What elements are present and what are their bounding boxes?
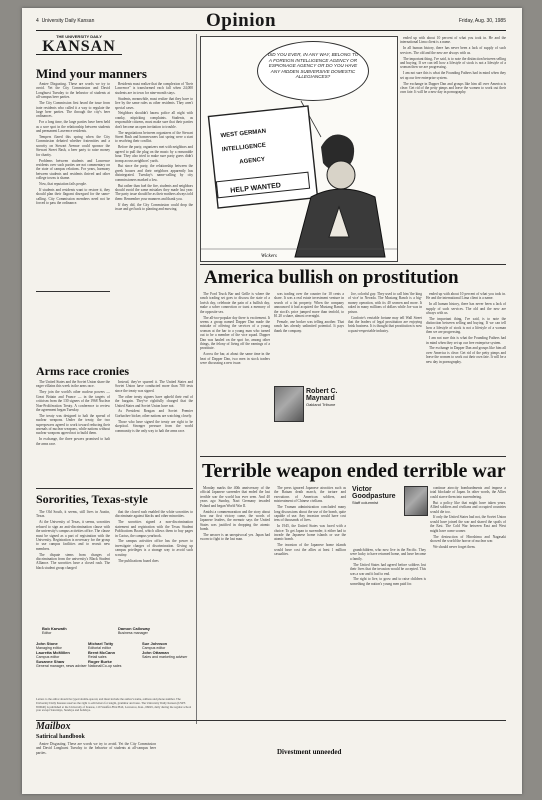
letter-2-headline: Divestment unneeded [277, 748, 342, 756]
editorial-cartoon [200, 36, 398, 262]
paragraph: I am not sure this is what the Founding Fathers had in mind when they set up our free enterprise system. [400, 71, 506, 80]
staff-editor-title: Editor [42, 631, 52, 635]
staff-title: National/Co-op sales [88, 664, 122, 668]
sign-line-3: AGENCY [239, 156, 266, 166]
paragraph: The answer is an unequivocal yes. Japan had sworn to fight to the last man. [200, 533, 270, 542]
staff-name: Susanne Shaw [36, 659, 65, 664]
sign-line-1: WEST GERMAN [220, 128, 267, 140]
paragraph: In exchange, the three powers promised to halt the arms race. [36, 437, 110, 446]
column-1-text-b [274, 292, 344, 382]
speech-bubble: DID YOU EVER, IN ANY WAY, BELONG TO A FOREIGN INTELLIGENCE AGENCY OR ESPIONAGE AGENCY OR DO YOU HAVE ANY HIDDEN SUBVERSIVE DOMESTIC ALLEGIANCES? [257, 41, 369, 101]
editorial-2-column-b [115, 380, 193, 484]
column-1-text-a [200, 292, 270, 452]
paper-name: University Daily Kansan [41, 18, 95, 24]
paragraph: Now, that reputation fails people. [39, 182, 87, 187]
paragraph: Neighbors shouldn't harass police all night with cranky, nitpicking complaints. Students, as responsible citizens, must make sure that their parties don't become an open invitation to trouble. [115, 111, 193, 129]
paragraph: Those who have signed the treaty are right to be skeptical. Stronger pressure from the world community is the only way to halt the arms race. [115, 419, 193, 433]
divider [200, 264, 506, 265]
sign-help-wanted: HELP WANTED [230, 182, 282, 195]
staff-name: Lauretta McMillen [36, 650, 70, 655]
kansan-logo [36, 34, 122, 55]
logo-small-text: THE UNIVERSITY DAILY [56, 34, 102, 39]
paragraph: At the University of Texas, it seems, sororities refused to sign an anti-discrimination clause with the university's campus activities office. The clause must be signed as a part of registration with the University. Registration is necessary for the group to use campus facilities and to recruit new members. [36, 520, 110, 551]
fine-print: Letters to the editor should be typed double-spaced, and must include the author's name, address and phone number. The University Daily Kansan reserves the right to edit letters for length, grammar and taste. The University Daily Kansan (USPS 650640) is published at the University of Kansas, 119 Stauffer-Flint Hall, Lawrence, Kan., 66045, daily during the regular school year except Saturdays, Sundays and holidays. [36, 697, 192, 713]
column-2-text-a [200, 486, 270, 722]
staff-name: Michael Totty [88, 641, 114, 646]
paragraph: The invasion of the Japanese home islands would have cost the allies at least 1 million casualties. [274, 543, 346, 557]
paragraph: The United States had agreed before soldiers lost their lives that the invasion would be accepted. This was a war and it had to end. [350, 562, 426, 576]
paragraph: The other treaty signers have upheld their end of the bargain. They've rightfully charged that the United States and Soviet Union have not. [115, 394, 193, 408]
staff-title: Campus editor [142, 646, 166, 650]
paragraph: But a policy like that might have taken years. Allied soldiers and civilians and occupied countries would die too. [430, 500, 506, 514]
letter-1-body [36, 742, 156, 790]
column-2-text-d [430, 486, 506, 722]
paragraph: The negotiations between organizers of the Stewart Street Bash and homeowners last spring were a start to resolving their conflict. [115, 130, 193, 144]
paragraph: Female, one broker was telling another. That ranch has already unlimited potential. It pays thank the company. [274, 319, 344, 333]
paragraph: Residents must realize that the complexion of "their Lawrence" is transformed each fall when 24,000 students are in town for nine-month stays. [115, 82, 193, 95]
issue-date: Friday, Aug. 30, 1985 [458, 18, 506, 24]
mailbox-title: Mailbox [36, 720, 186, 732]
editorial-1-headline: Mind your manners [36, 66, 147, 81]
divider [36, 720, 506, 721]
paragraph: Students, meanwhile, must realize that they have to live by the same rules as other residents. They aren't special cases. [115, 96, 193, 110]
paragraph: In all human history, there has never been a lack of supply of such services. The old and the new are always with us. [426, 302, 506, 316]
staff-editor-name: Bob Karwath [42, 626, 67, 631]
staff-name: John Ottaman [142, 650, 169, 655]
staff-title: General manager, news adviser [36, 664, 87, 668]
staff-business-title: Business manager [118, 631, 148, 635]
paragraph: The exchange in Dapper Dan and groups like him all over America is clear: Get rid of the petty pimps and leave the women to work out their own fate. It will be a new day in pornography. [400, 81, 506, 95]
cartoon-side-column [400, 36, 506, 260]
author-photo-maynard [274, 386, 304, 422]
staff-title: Retail sales [88, 655, 107, 659]
column-1-text-d [426, 292, 506, 452]
paragraph: Before the party, organizers met with neighbors and agreed to pull the plug on the music by a reasonable hour. They also tried to make sure party goers didn't tromp across neighbors' yards. [115, 145, 193, 163]
paragraph: The City Commission first heard the issue from irate residents who called it a way to regulate the large beer parties. The through the city's beer ordinances. [36, 101, 110, 119]
staff-title: Campus editor [36, 655, 60, 659]
paragraph: If students and residents want to restore it, they should plan their flagrant disregard for the same-calling. City Commission members need not be forced to pass the ordinance. [36, 187, 110, 206]
paragraph: Conforte's enviable fortune may tell Wall Street that the leaders of legal prostitution are enjoying brisk business. It is thought that prostitution is now a quasi-respectable industry. [348, 315, 422, 333]
divider [36, 291, 110, 292]
logo-big-text: KANSAN [36, 39, 122, 55]
column-divider [196, 34, 197, 724]
staff-box [36, 626, 192, 696]
page-number: 4 [36, 18, 39, 24]
staff-editor [42, 626, 67, 635]
paragraph: In 1945, the United States was faced with a choice: To get Japan to surrender, it either had to invade the Japanese home islands or use the atomic bomb. [274, 524, 346, 542]
paragraph: that the closed rush enabled the white sororities to discriminate against blacks and other minorities. [115, 510, 193, 519]
section-title: Opinion [206, 10, 277, 31]
editorial-2-column-a [36, 380, 110, 484]
paragraph: Amiee Disgusting. These are words we try to avoid. Yet the City Commission and David Longhurst Tuesday to the behavior of students at all-campus beer parties. [36, 82, 110, 100]
paragraph: As President Reagan and Soviet Premier Gorbachev bicker, other nations are watching closely. [115, 409, 193, 418]
paragraph: The United States and the Soviet Union share the eager villains this week in the arms race. [36, 380, 110, 389]
paragraph: The campus activities office has the power to investigate charges of discrimination. Giving up campus privileges is a strange way to avoid such scrutiny. [115, 539, 193, 557]
paragraph: We should never forget them. [433, 544, 476, 549]
staff-name: Sue Johnson [142, 641, 168, 646]
page-number-line [36, 18, 94, 24]
paragraph: Across the bar, at about the same time in the heat of Dapper Dan, two men in stock traders were discussing a new issue. [200, 352, 270, 366]
paragraph: The Truman administration concluded many long discussions about the use of the bomb, quite capable of use. Any invasion would have cost tens of thousands of lives. [274, 505, 346, 523]
letter-1-headline: Satirical handbook [36, 734, 85, 740]
editorial-1-column-a [36, 82, 110, 282]
editorial-3-column-a [36, 510, 110, 620]
divider [36, 488, 193, 489]
sign-line-2: INTELLIGENCE [221, 142, 267, 154]
column-2-text-b [274, 486, 346, 722]
paragraph: If they did, the City Commission could drop the issue and get back to planting and mowing. [115, 202, 193, 212]
editorial-3-column-b [115, 510, 193, 620]
author-name: Robert C. Maynard [306, 388, 338, 402]
author-affiliation: Staff columnist [352, 500, 379, 505]
paragraph: The important thing, I've said, is to note the distinction between selling and buying. If we can tell how a lifestyle of stock is not a lifestyle of a woman then we are progressing. [400, 56, 506, 70]
paragraph: But rather than fuel the fire, students and neighbors should avoid the same mistakes they made last year. The party issue should be as their mothers always told them: Remember your manners and thank you. [115, 183, 193, 201]
paragraph: Monday marks the 40th anniversary of the official Japanese surrender that ended the last terrible war the world has ever seen. And 40 years ago Sunday, Nazi Germany invaded Poland and began World War II. [200, 486, 270, 508]
paragraph: The press ignored Japanese atrocities such as the Bataan death march, the torture and executions of American soldiers, and mistreatment of Chinese civilians. [274, 486, 346, 504]
paragraph: Amidst a commemoration and the story about how our first victory came, the words of Japanese leaders, the memoir says the United States was justified in dropping the atomic bomb. [200, 509, 270, 532]
staff-business [118, 626, 150, 635]
figure-head [327, 161, 355, 189]
staff-name: Brent McCann [88, 650, 116, 655]
paragraph: The Ford Truck Bar and Grille is where the ranch trading set goes to discuss the state of a lavish day, celebrate the pain of a bullish day, make a sober connection or toast a memory of the opposite sex. [200, 292, 270, 314]
paragraph: The publications board does [118, 558, 159, 563]
paragraph: continue atrocity bombardments and impose a total blockade of Japan. In other words, the Allies could starve them into surrendering. [430, 486, 506, 499]
paragraph: If only the United States had not, the Soviet Union would have joined the war and shared the spoils of the East. The Cold War between East and West might have come sooner. [430, 515, 506, 533]
divider [200, 456, 506, 457]
editorial-3-headline: Sororities, Texas-style [36, 492, 148, 506]
column-2-text-c [350, 548, 426, 722]
editorial-1-column-b [115, 82, 193, 360]
cartoon-drawing [201, 37, 397, 261]
paragraph: They join the world's other nuclear powers — Great Britain and France — in the targets of criticism from the 130 signers of the 1968 Nuclear Non-Proliferation Treaty. A conference to review the agreement began Tuesday. [36, 390, 110, 412]
staff-col-2 [88, 641, 121, 668]
paragraph: Tempers flared this spring when the City Commission debated whether fraternities and a sorority on Stewart Avenue could sponsor the Stewart Street Bash, a beer party to raise money for charity. [36, 134, 110, 157]
paragraph: The exchange in Dapper Dan and groups like him all over America is clear: Get rid of the petty pimps and leave the women to work out their own fate. It will be a new day in pornography. [426, 346, 506, 364]
paragraph: The treaty was designed to halt the spread of nuclear weapons. Under the treaty, the two superpowers agreed to work toward reducing their arsenals of nuclear weapons, while nations without nuclear weapons agreed not to build them. [36, 413, 110, 436]
staff-col-1 [36, 641, 87, 668]
paragraph: The dispute stems from charges of discrimination from the university's Black Student Alliance. The sororities have a closed rush. The black student group charged [36, 552, 110, 570]
paragraph: Joe, colorful guy. They used to call him 'the king of vice' in Nevada. The Mustang Ranch is a big-money operation, with its 40 women and more. It raked in many millions of dollars while Joe was in prison. [348, 292, 422, 314]
staff-name: John Stone [36, 641, 58, 646]
editorial-2-headline: Arms race cronies [36, 364, 130, 378]
newspaper-page [22, 8, 522, 794]
staff-business-name: Damon Calloway [118, 626, 151, 631]
column-2-byline [352, 486, 402, 505]
letter-paragraph: Amiee Disgusting. These are words we try to avoid. Yet the City Commission and David Longhurst Tuesday to the behavior of students at all-campus beer parties. [36, 742, 156, 755]
author-photo-goodpasture [404, 486, 428, 516]
paragraph: ended up with about 10 percent of what you took in. He and the international Lima client is a name. [426, 292, 506, 301]
paragraph: The Old South, it seems, still lives in Austin, Texas. [36, 510, 110, 519]
paragraph: Instead, they've spurred it. The United States and Soviet Union have conducted more than 700 tests since the treaty was signed. [115, 380, 193, 393]
column-1-text-c [348, 292, 422, 452]
masthead [36, 10, 506, 31]
author-name: Victor Goodpasture [352, 486, 396, 500]
column-2-headline: Terrible weapon ended terrible war [202, 460, 506, 482]
staff-name: Roger Burke [88, 659, 113, 664]
staff-col-3 [142, 641, 187, 659]
paragraph: The all-too-popular day there is excitement. It seems a group named Dapper Dan made the mistake of offering the services of a young woman at the bar to a young man who turned out to be a member of the vice squad. Dapper Dan was hauled on the spot for, among other things, the felony of living off the earnings of a prostitute. [200, 315, 270, 351]
paragraph: The destruction of Hiroshima and Nagasaki showed the world the horror of nuclear war. [430, 534, 506, 543]
column-1-headline: America bullish on prostitution [204, 267, 459, 288]
paragraph: But since the party, the relationship between the greek houses and their neighbors apparently has disintegrated. Tuesday's name-calling by city commissioners marked a low. [115, 164, 193, 182]
author-affiliation: Oakland Tribune [306, 402, 336, 407]
paragraph: The right to live, to grow and to raise children is something the nation's young men paid for. [350, 577, 426, 586]
paragraph: For a long time, the large parties have been held as a sore spot in the relationship between students and permanent Lawrence residents. [36, 120, 110, 134]
paragraph: The sororities signed a non-discrimination statement and registration with the Texas Student Publications Board, which allows them to buy pages in Cactus, the campus yearbook. [115, 520, 193, 538]
paragraph: I am not sure this is what the Founding Fathers had in mind when they set up our free enterprise system. [426, 336, 506, 345]
paragraph: Problems between students and Lawrence residents over such parties are not commentary on the state of campus relations. For years, harmony between students and residents thrived and other college towns is shame. [36, 158, 110, 181]
paragraph: The important thing, I've said, is to note the distinction between selling and buying. If we can tell how a lifestyle of stock is not a lifestyle of a woman then we are progressing. [426, 317, 506, 335]
cartoon-signature: Wickers [261, 254, 277, 259]
paragraph: In all human history, there has never been a lack of supply of such services. The old and the new are always with us. [400, 46, 506, 55]
column-1-byline [306, 388, 346, 407]
staff-title: Editorial editor [88, 646, 111, 650]
paragraph: was trading over the counter for 10 cents a share. It was a real estate investment venture in search of a fat property. When the company announced it had acquired the Mustang Ranch, the stock's price jumped more than tenfold, to $1.20 a share, almost overnight. [274, 292, 344, 319]
paragraph: grandchildren, who now live in the Pacific. They were lucky to have returned home, and have become a family. [350, 548, 426, 561]
paragraph: ended up with about 10 percent of what you took in. He and the international Lima client is a name. [400, 36, 506, 45]
staff-title: Managing editor [36, 646, 62, 650]
staff-title: Sales and marketing adviser [142, 655, 188, 659]
